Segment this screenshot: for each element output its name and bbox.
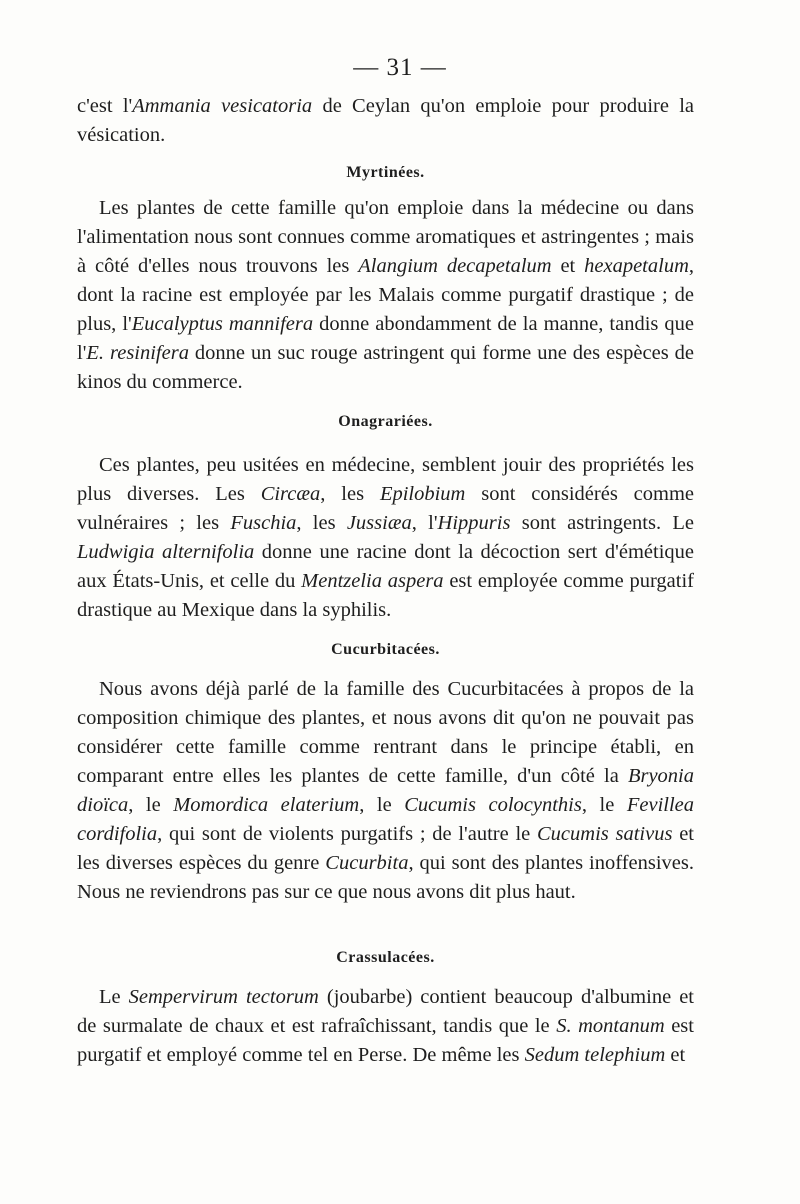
- section-title-cucurbitacees: Cucurbitacées.: [331, 641, 440, 658]
- paragraph-cucurbitacees: Nous avons déjà parlé de la famille des Cucurbitacées à propos de la composition chimique des plantes, et nous avons dit qu'on ne pouvait pas considérer cette famille comme rentrant dans le principe établi, en comparant entre elles les plantes de cette famille, d'un côté la Bryonia dioïca, le Momordica elaterium, le Cucumis colocynthis, le Fevillea cordifolia, qui sont de violents purgatifs ; de l'autre le Cucumis sativus et les diverses espèces du genre Cucurbita, qui sont des plantes inoffensives. Nous ne reviendrons pas sur ce que nous avons dit plus haut.: [77, 678, 695, 903]
- intro-paragraph: c'est l'Ammania vesicatoria de Ceylan qu'on emploie pour produire la vésication.: [77, 95, 694, 146]
- paragraph-onagrariees: Ces plantes, peu usitées en médecine, semblent jouir des propriétés les plus diverses. Les Circæa, les Epilobium sont considérés comme vulnéraires ; les Fuschia, les Jussiæa, l'Hippuris sont astringents. Le Ludwigia alternifolia donne une racine dont la décoction sert d'émétique aux États-Unis, et celle du Mentzelia aspera est employée comme purgatif drastique au Mexique dans la syphilis.: [77, 454, 694, 621]
- section-title-myrtinees: Myrtinées.: [346, 164, 425, 181]
- page-body: [77, 92, 694, 1070]
- page-number: — 31 —: [353, 54, 447, 81]
- section-title-crassulacees: Crassulacées.: [336, 949, 435, 966]
- paragraph-myrtinees: Les plantes de cette famille qu'on emploie dans la médecine ou dans l'alimentation nous sont connues comme aromatiques et astringentes ; mais à côté d'elles nous trouvons les Alangium decapetalum et hexapetalum, dont la racine est employée par les Malais comme purgatif drastique ; de plus, l'Eucalyptus mannifera donne abondamment de la manne, tandis que l'E. resinifera donne un suc rouge astringent qui forme une des espèces de kinos du commerce.: [77, 197, 694, 393]
- paragraph-crassulacees: Le Sempervirum tectorum (joubarbe) contient beaucoup d'albumine et de surmalate de chaux et est rafraîchissant, tandis que le S. montanum est purgatif et employé comme tel en Perse. De même les Sedum telephium et: [77, 986, 694, 1066]
- section-title-onagrariees: Onagrariées.: [338, 413, 433, 430]
